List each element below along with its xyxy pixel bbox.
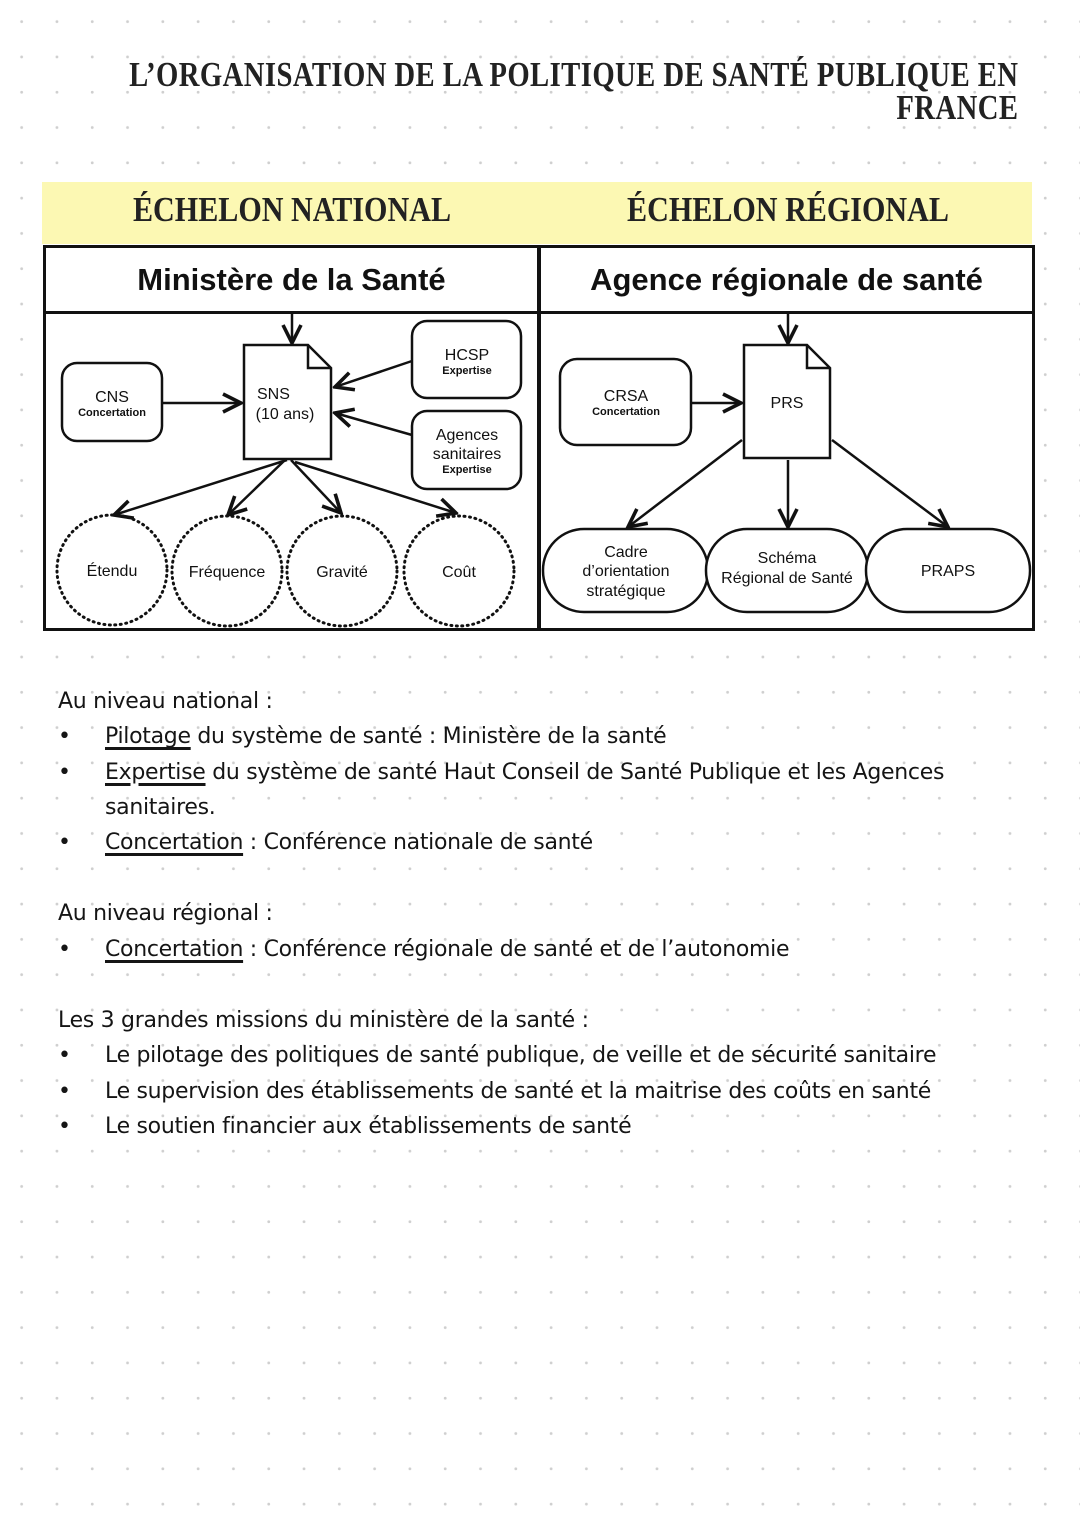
missions-heading: Les 3 grandes missions du ministère de la santé : [58, 1008, 589, 1034]
title-line-2: FRANCE [896, 88, 1019, 127]
item-key: Expertise [105, 759, 206, 785]
schema-line-1: Schéma [757, 550, 817, 567]
sns-label: SNS [257, 386, 290, 403]
regional-heading: ÉCHELON RÉGIONAL [627, 190, 949, 229]
schema-line-2: Régional de Santé [721, 570, 853, 587]
cadre-line-1: Cadre [604, 544, 648, 561]
ministere-header: Ministère de la Santé [46, 248, 537, 314]
prs-label: PRS [770, 395, 804, 412]
list-item [58, 755, 1038, 826]
organisation-diagram [0, 0, 1080, 660]
list-item [58, 932, 1038, 967]
item-key: Concertation [105, 936, 244, 962]
regional-notes-heading: Au niveau régional : [58, 901, 273, 927]
ars-header: Agence régionale de santé [541, 248, 1032, 314]
arrow-prs-praps [832, 440, 948, 527]
cadre-line-3: stratégique [586, 583, 666, 600]
arrow-hcsp-sns [335, 361, 412, 387]
hcsp-role: Expertise [442, 365, 492, 377]
arrow-prs-cadre [628, 440, 742, 527]
crsa-label: CRSA [603, 388, 649, 405]
item-text: du système de santé : Ministère de la santé [190, 724, 667, 750]
criterion-frequence: Fréquence [188, 564, 266, 581]
item-key: Concertation [105, 830, 244, 856]
criterion-gravite: Gravité [316, 564, 368, 581]
criterion-etendu: Étendu [86, 563, 138, 580]
notes [58, 684, 1038, 1144]
hcsp-label: HCSP [444, 347, 490, 364]
agences-label-1: Agences [435, 427, 499, 444]
arrow-agences-sns [335, 413, 412, 435]
criterion-cout: Coût [442, 564, 476, 581]
item-text: du système de santé Haut Conseil de Santé Publique et les Agences sanitaires. [105, 759, 945, 820]
mission-item: • Le supervision des établissements de santé et la maitrise des coûts en santé [58, 1074, 1038, 1109]
arrow-sns-frequence [228, 460, 285, 515]
cns-role: Concertation [78, 407, 146, 419]
title-line-1: L’ORGANISATION DE LA POLITIQUE DE SANTÉ PUBLIQUE EN [129, 55, 1019, 94]
cadre-line-2: d’orientation [582, 563, 670, 580]
item-text: : Conférence nationale de santé [243, 830, 593, 856]
mission-item: • Le soutien financier aux établissements de santé [58, 1109, 1038, 1144]
cns-label: CNS [95, 389, 129, 406]
arrow-sns-etendu [114, 460, 287, 515]
national-notes-heading: Au niveau national : [58, 689, 273, 714]
national-heading: ÉCHELON NATIONAL [132, 190, 452, 229]
sns-duration: (10 ans) [255, 406, 315, 423]
item-key: Pilotage [105, 724, 191, 750]
crsa-role: Concertation [592, 406, 660, 418]
list-item [58, 719, 1038, 754]
agences-label-2: sanitaires [432, 446, 502, 463]
mission-item: • Le pilotage des politiques de santé publique, de veille et de sécurité sanitaire [58, 1038, 1038, 1073]
praps-label: PRAPS [920, 563, 976, 580]
list-item [58, 825, 1038, 860]
agences-role: Expertise [442, 464, 492, 476]
item-text: : Conférence régionale de santé et de l’autonomie [243, 936, 790, 962]
